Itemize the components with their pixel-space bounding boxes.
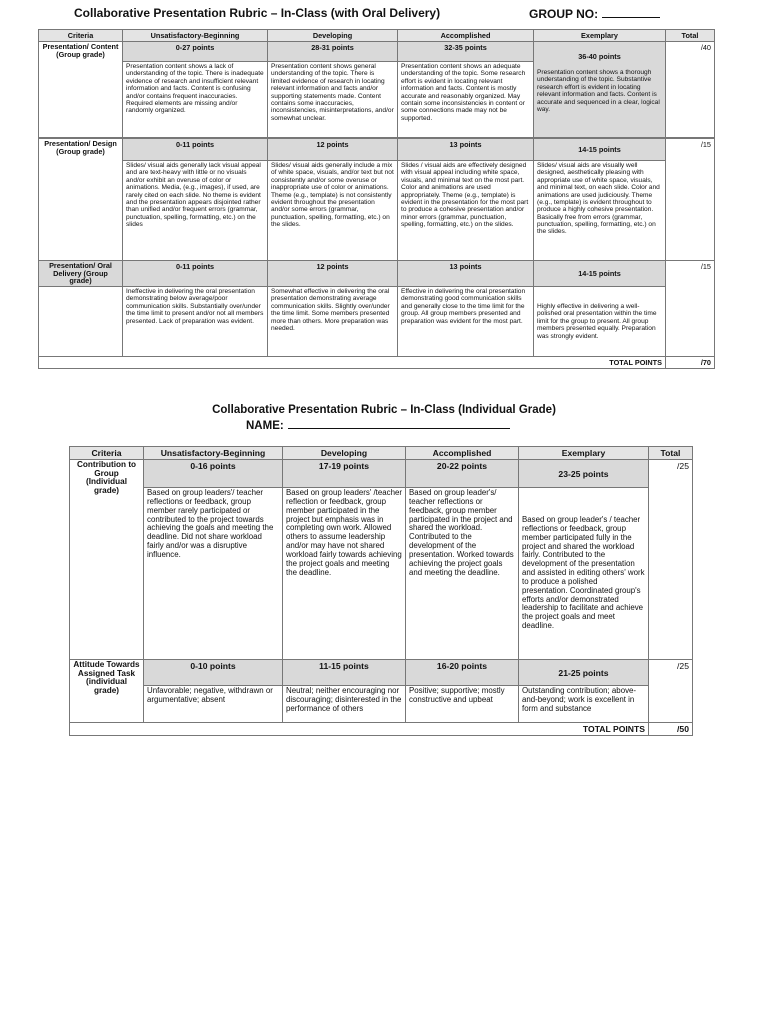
total-design: /15 — [666, 139, 715, 261]
name-text: NAME: — [246, 420, 284, 432]
criteria-design: Presentation/ Design (Group grade) — [39, 139, 123, 261]
desc-developing: Somewhat effective in delivering the oral presentation demonstrating average communication skills. Slightly over/under the time limit. Some members presented more than others. More preparation was needed. — [268, 287, 398, 357]
points-developing: 17-19 points — [283, 460, 406, 488]
group-no-text: GROUP NO: — [529, 7, 599, 21]
points-unsatisfactory: 0-11 points — [123, 139, 268, 161]
points-exemplary: 23-25 points — [519, 460, 649, 488]
desc-exemplary: Highly effective in delivering a well-polished oral presentation within the time limit for the group to present. All group members presented equally. Preparation was strongly evident. — [534, 287, 666, 357]
points-exemplary: 14-15 points — [534, 261, 666, 287]
desc-developing: Neutral; neither encouraging nor discouraging; disinterested in the performance of others — [283, 686, 406, 723]
desc-accomplished: Effective in delivering the oral presentation demonstrating good communication skills and generally close to the time limit for the group. All group members presented and preparation was evident for the most part. — [398, 287, 534, 357]
total-points-value: /70 — [666, 357, 715, 369]
individual-rubric-table — [69, 446, 693, 736]
header-accomplished: Accomplished — [398, 30, 534, 42]
points-accomplished: 20-22 points — [406, 460, 519, 488]
header-total: Total — [649, 447, 693, 460]
desc-exemplary: Slides/ visual aids are visually well designed, aesthetically pleasing with appropriate use of white space, visuals, and minimal text, on each slide. Color and animations are used judiciously. Theme (e.g., template) is evident throughout to produce a highly cohesive presentation. Basically free from errors (grammar, punctuation, spelling, formatting, etc.) on the slides. — [534, 161, 666, 261]
criteria-content: Presentation/ Content (Group grade) — [39, 42, 123, 138]
desc-accomplished: Positive; supportive; mostly constructive and upbeat — [406, 686, 519, 723]
rubric2-title: Collaborative Presentation Rubric – In-Class (Individual Grade) — [212, 404, 556, 416]
points-accomplished: 13 points — [398, 261, 534, 287]
header-total: Total — [666, 30, 715, 42]
desc-developing: Based on group leaders' /teacher reflection or feedback, group member participated in the project but emphasis was in completing own work. Allowed others to assume leadership and/or may have not shared workload fairly towards achieving the project goals and meeting the deadline. — [283, 488, 406, 660]
criteria-attitude: Attitude Towards Assigned Task (individual grade) — [70, 660, 144, 723]
desc-accomplished: Presentation content shows an adequate understanding of the topic. Some research effort is evident in locating relevant information and facts. Content is mostly accurate and reasonably organized. May contain some inconsistencies in content or some connections made may not be supported. — [398, 62, 534, 138]
points-unsatisfactory: 0-16 points — [144, 460, 283, 488]
desc-accomplished: Slides / visual aids are effectively designed with visual appeal including white space, visuals, and minimal text on the most part. Color and animations are used appropriately. Theme (e.g., template) is evident in the presentation for the most part to produce a cohesive presentation and/or minor errors (grammar, punctuation, spelling, formatting, etc.) on the slides. — [398, 161, 534, 261]
name-blank[interactable] — [288, 417, 510, 429]
desc-exemplary-content: Presentation content shows a thorough understanding of the topic. Substantive research effort is evident in locating relevant information and facts. Content is accurate and sequenced in a clear, logical way. — [537, 69, 660, 113]
total-oral-delivery: /15 — [666, 261, 715, 357]
points-accomplished: 32-35 points — [398, 42, 534, 62]
criteria-oral-blank — [39, 287, 123, 357]
total-contribution: /25 — [649, 460, 693, 660]
header-criteria: Criteria — [70, 447, 144, 460]
points-exemplary: 21-25 points — [519, 660, 649, 686]
points-developing: 11-15 points — [283, 660, 406, 686]
total-points-value: /50 — [649, 723, 693, 736]
header-developing: Developing — [268, 30, 398, 42]
total-attitude: /25 — [649, 660, 693, 723]
criteria-oral-delivery: Presentation/ Oral Delivery (Group grade) — [39, 261, 123, 287]
desc-exemplary: Outstanding contribution; above-and-beyond; work is excellent in form and substance — [519, 686, 649, 723]
total-points-label: TOTAL POINTS — [39, 357, 666, 369]
desc-unsatisfactory: Slides/ visual aids generally lack visual appeal and are text-heavy with little or no visuals and/or exhibit an overuse of color or animations. Media, (e.g., images), if used, are rarely cited on each slide. No theme is evident and the presentation appears disjointed rather than unified and/or frequent errors (grammar, punctuation, spelling, formatting, etc.) on the slides — [123, 161, 268, 261]
points-developing: 12 points — [268, 261, 398, 287]
points-accomplished: 16-20 points — [406, 660, 519, 686]
desc-developing: Presentation content shows general understanding of the topic. There is limited evidence of research in locating relevant information and facts and/or supporting statements made. Content contains some inaccuracies, inconsistencies, misinterpretations, and/or somewhat unclear. — [268, 62, 398, 138]
points-accomplished: 13 points — [398, 139, 534, 161]
points-exemplary: 36-40 points — [534, 42, 666, 138]
points-developing: 12 points — [268, 139, 398, 161]
header-accomplished: Accomplished — [406, 447, 519, 460]
rubric1-title: Collaborative Presentation Rubric – In-Class (with Oral Delivery) — [74, 6, 441, 20]
criteria-contribution: Contribution to Group (Individual grade) — [70, 460, 144, 660]
points-exemplary: 14-15 points — [534, 139, 666, 161]
name-label — [246, 417, 510, 432]
header-unsatisfactory: Unsatisfactory-Beginning — [123, 30, 268, 42]
total-points-label: TOTAL POINTS — [70, 723, 649, 736]
header-exemplary: Exemplary — [519, 447, 649, 460]
points-unsatisfactory: 0-11 points — [123, 261, 268, 287]
points-unsatisfactory: 0-27 points — [123, 42, 268, 62]
points-developing: 28-31 points — [268, 42, 398, 62]
header-exemplary: Exemplary — [534, 30, 666, 42]
group-no-label — [529, 6, 660, 21]
header-developing: Developing — [283, 447, 406, 460]
desc-accomplished: Based on group leader's/ teacher reflections or feedback, group member participated in the project and shared the workload. Contributed to the development of the presentation. Worked towards achieving the project goals and meeting the deadline. — [406, 488, 519, 660]
desc-developing: Slides/ visual aids generally include a mix of white space, visuals, and/or text but not consistently and/or some overuse or inappropriate use of color or animations. Theme (e.g., template) is not consistently evident throughout the presentation and/or some errors (grammar, punctuation, spelling, formatting, etc.) on the slides. — [268, 161, 398, 261]
group-no-blank[interactable] — [602, 6, 660, 18]
total-content: /40 — [666, 42, 715, 138]
desc-unsatisfactory: Ineffective in delivering the oral presentation demonstrating below average/poor communication skills. Substantially over/under the time limit to present and/or not all members presented. Lack of preparation was evident. — [123, 287, 268, 357]
desc-exemplary: Based on group leader's / teacher reflections or feedback, group member participated fully in the project and shared the workload fairly. Contributed to the development of the presentation and assisted in editing others' work to produce a polished presentation. Coordinated group's efforts and/or demonstrated leadership to facilitate and achieve the project goals and meet deadline. — [519, 488, 649, 660]
points-unsatisfactory: 0-10 points — [144, 660, 283, 686]
desc-exemplary-wrap — [39, 138, 123, 139]
header-criteria: Criteria — [39, 30, 123, 42]
desc-unsatisfactory: Unfavorable; negative, withdrawn or argumentative; absent — [144, 686, 283, 723]
header-unsatisfactory: Unsatisfactory-Beginning — [144, 447, 283, 460]
desc-unsatisfactory: Based on group leaders'/ teacher reflections or feedback, group member rarely participated or contributed to the project towards achieving the goals and meeting the deadline. Did not share workload fairly and/or was a disruptive influence. — [144, 488, 283, 660]
desc-unsatisfactory: Presentation content shows a lack of understanding of the topic. There is inadequate evidence of research and insufficient relevant information and facts. Content is confusing and/or contains frequent inaccuracies. Required elements are missing and/or randomly organized. — [123, 62, 268, 138]
